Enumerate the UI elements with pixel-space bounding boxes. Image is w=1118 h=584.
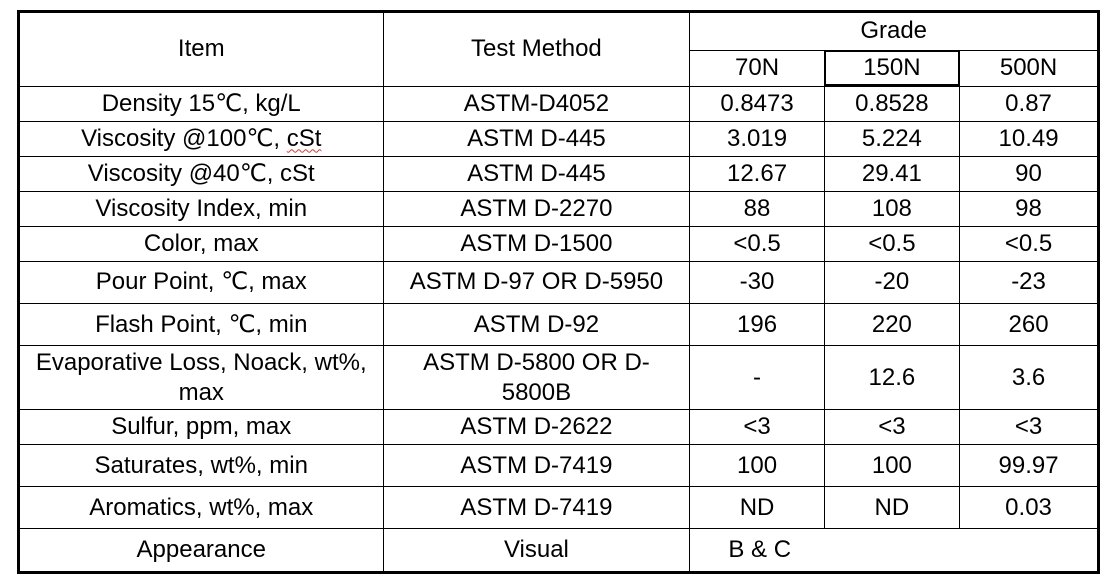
row-value-150n: 12.6 [824, 346, 959, 410]
table-row [20, 226, 1097, 261]
row-item: Sulfur, ppm, max [20, 410, 383, 445]
row-method: ASTM D-445 [383, 121, 690, 156]
row-item: Viscosity Index, min [20, 191, 383, 226]
header-grade: Grade [690, 13, 1097, 50]
row-item: Density 15℃, kg/L [20, 86, 383, 121]
row-value-70n: 0.8473 [690, 86, 824, 121]
row-item: Evaporative Loss, Noack, wt%, max [20, 346, 383, 410]
row-value-70n: - [690, 346, 824, 410]
row-value-500n: 99.97 [960, 445, 1097, 487]
row-method: ASTM D-2622 [383, 410, 690, 445]
row-item: Color, max [20, 226, 383, 261]
grade-150n: 150N [824, 50, 959, 86]
table-row [20, 346, 1097, 410]
row-item: Flash Point, ℃, min [20, 304, 383, 346]
row-value-150n: -20 [824, 261, 959, 303]
header-item: Item [20, 13, 383, 86]
row-value-150n: 220 [824, 304, 959, 346]
row-value-500n: 98 [960, 191, 1097, 226]
row-value-500n: 10.49 [960, 121, 1097, 156]
grade-70n: 70N [690, 50, 824, 86]
row-value-70n: <3 [690, 410, 824, 445]
row-value-500n: 90 [960, 156, 1097, 191]
row-value-150n: 29.41 [824, 156, 959, 191]
row-item [20, 121, 383, 156]
row-value-70n: 88 [690, 191, 824, 226]
spec-table-container [17, 10, 1100, 574]
table-row [20, 487, 1097, 529]
row-value-70n: ND [690, 487, 824, 529]
appearance-method: Visual [383, 529, 690, 571]
row-method: ASTM D-7419 [383, 487, 690, 529]
header-test-method: Test Method [383, 13, 690, 86]
table-row [20, 304, 1097, 346]
grade-500n: 500N [960, 50, 1097, 86]
header-row [20, 13, 1097, 50]
row-value-150n: 5.224 [824, 121, 959, 156]
table-row [20, 410, 1097, 445]
row-method: ASTM D-7419 [383, 445, 690, 487]
appearance-value: B & C [690, 529, 1097, 571]
row-value-500n: <0.5 [960, 226, 1097, 261]
row-item: Viscosity @40℃, cSt [20, 156, 383, 191]
row-value-150n: <3 [824, 410, 959, 445]
row-value-70n: <0.5 [690, 226, 824, 261]
spec-table [20, 13, 1097, 571]
row-value-500n: 260 [960, 304, 1097, 346]
row-method: ASTM D-97 OR D-5950 [383, 261, 690, 303]
row-value-500n: 0.03 [960, 487, 1097, 529]
row-method: ASTM D-5800 OR D-5800B [383, 346, 690, 410]
row-value-150n: 0.8528 [824, 86, 959, 121]
table-row [20, 261, 1097, 303]
row-value-150n: 100 [824, 445, 959, 487]
row-value-500n: -23 [960, 261, 1097, 303]
row-value-70n: 3.019 [690, 121, 824, 156]
row-item-prefix: Viscosity @100℃, [81, 124, 287, 152]
spellcheck-word: cSt [286, 124, 322, 152]
table-row [20, 445, 1097, 487]
row-value-150n: <0.5 [824, 226, 959, 261]
appearance-item: Appearance [20, 529, 383, 571]
row-item: Aromatics, wt%, max [20, 487, 383, 529]
table-row [20, 121, 1097, 156]
row-value-500n: <3 [960, 410, 1097, 445]
row-method: ASTM D-1500 [383, 226, 690, 261]
table-row [20, 156, 1097, 191]
row-method: ASTM D-445 [383, 156, 690, 191]
row-value-70n: 12.67 [690, 156, 824, 191]
row-value-150n: ND [824, 487, 959, 529]
row-value-70n: 100 [690, 445, 824, 487]
table-row [20, 191, 1097, 226]
row-method: ASTM-D4052 [383, 86, 690, 121]
row-value-70n: 196 [690, 304, 824, 346]
table-row [20, 86, 1097, 121]
row-value-70n: -30 [690, 261, 824, 303]
row-item: Pour Point, ℃, max [20, 261, 383, 303]
row-value-500n: 0.87 [960, 86, 1097, 121]
row-value-150n: 108 [824, 191, 959, 226]
appearance-row [20, 529, 1097, 571]
row-method: ASTM D-92 [383, 304, 690, 346]
row-item: Saturates, wt%, min [20, 445, 383, 487]
row-value-500n: 3.6 [960, 346, 1097, 410]
row-method: ASTM D-2270 [383, 191, 690, 226]
